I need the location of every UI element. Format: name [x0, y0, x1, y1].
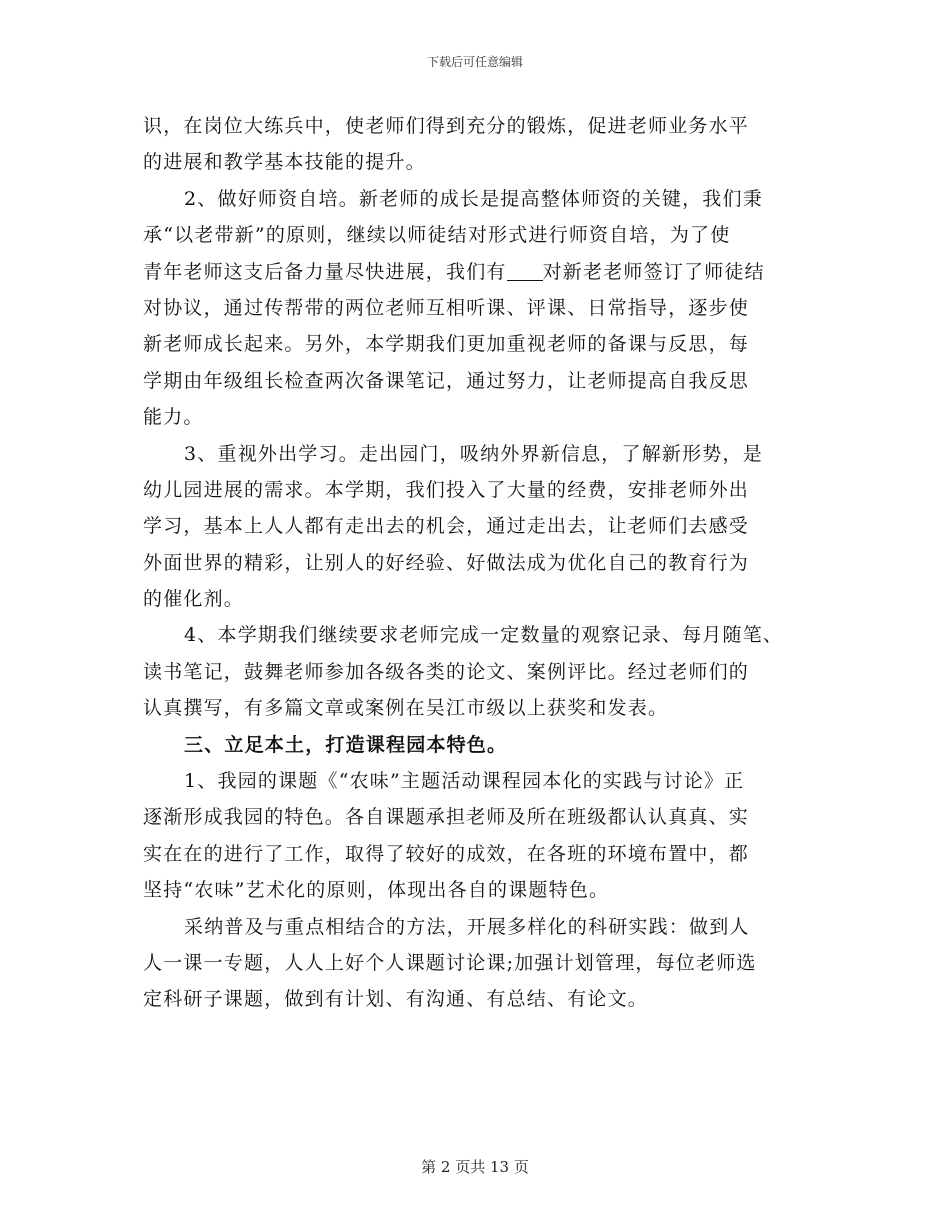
text-line: 学期由年级组长检查两次备课笔记，通过努力，让老师提高自我反思 [143, 369, 750, 392]
section-heading: 三、立足本土，打造课程园本特色。 [184, 733, 508, 756]
text-line: 幼儿园进展的需求。本学期，我们投入了大量的经费，安排老师外出 [143, 478, 750, 501]
text-line: 对协议，通过传帮带的两位老师互相听课、评课、日常指导，逐步使 [143, 296, 750, 319]
text-line: 能力。 [143, 406, 204, 429]
paragraph-start-line: 2、做好师资自培。新老师的成长是提高整体师资的关键，我们秉 [184, 187, 763, 210]
text-line: 承“以老带新”的原则，继续以师徒结对形式进行师资自培，为了使 [143, 224, 731, 247]
text-line: 外面世界的精彩，让别人的好经验、好做法成为优化自己的教育行为 [143, 551, 750, 574]
text-line: 定科研子课题，做到有计划、有沟通、有总结、有论文。 [143, 988, 649, 1011]
text-line-with-blank [143, 254, 833, 290]
text-segment: 青年老师这支后备力量尽快进展，我们有 [143, 260, 507, 283]
paragraph-start-line: 1、我园的课题《“农味”主题活动课程园本化的实践与讨论》正 [184, 770, 745, 793]
text-line: 读书笔记，鼓舞老师参加各级各类的论文、案例评比。经过老师们的 [143, 660, 750, 683]
text-line: 坚持“农味”艺术化的原则，体现出各自的课题特色。 [143, 879, 610, 902]
text-line: 人一课一专题，人人上好个人课题讨论课;加强计划管理，每位老师选 [143, 951, 757, 974]
text-line: 的催化剂。 [143, 588, 245, 611]
document-body [143, 108, 833, 1018]
text-segment: 对新老老师签订了师徒结 [542, 260, 765, 283]
text-line: 的进展和教学基本技能的提升。 [143, 151, 426, 174]
paragraph-start-line: 3、重视外出学习。走出园门，吸纳外界新信息，了解新形势，是 [184, 442, 763, 465]
text-line: 认真撰写，有多篇文章或案例在吴江市级以上获奖和发表。 [143, 697, 669, 720]
paragraph-start-line: 采纳普及与重点相结合的方法，开展多样化的科研实践：做到人 [184, 915, 750, 938]
text-line: 逐渐形成我园的特色。各自课题承担老师及所在班级都认认真真、实 [143, 806, 750, 829]
text-line: 实在在的进行了工作，取得了较好的成效，在各班的环境布置中，都 [143, 842, 750, 865]
paragraph-start-line: 4、本学期我们继续要求老师完成一定数量的观察记录、每月随笔、 [184, 624, 784, 647]
page-header: 下载后可任意编辑 [426, 55, 523, 69]
text-line: 学习，基本上人人都有走出去的机会，通过走出去，让老师们去感受 [143, 515, 750, 538]
page-footer: 第 2 页共 13 页 [421, 1158, 529, 1176]
fill-in-blank [507, 279, 543, 281]
text-line: 新老师成长起来。另外，本学期我们更加重视老师的备课与反思，每 [143, 333, 750, 356]
text-line: 识，在岗位大练兵中，使老师们得到充分的锻炼，促进老师业务水平 [143, 115, 750, 137]
